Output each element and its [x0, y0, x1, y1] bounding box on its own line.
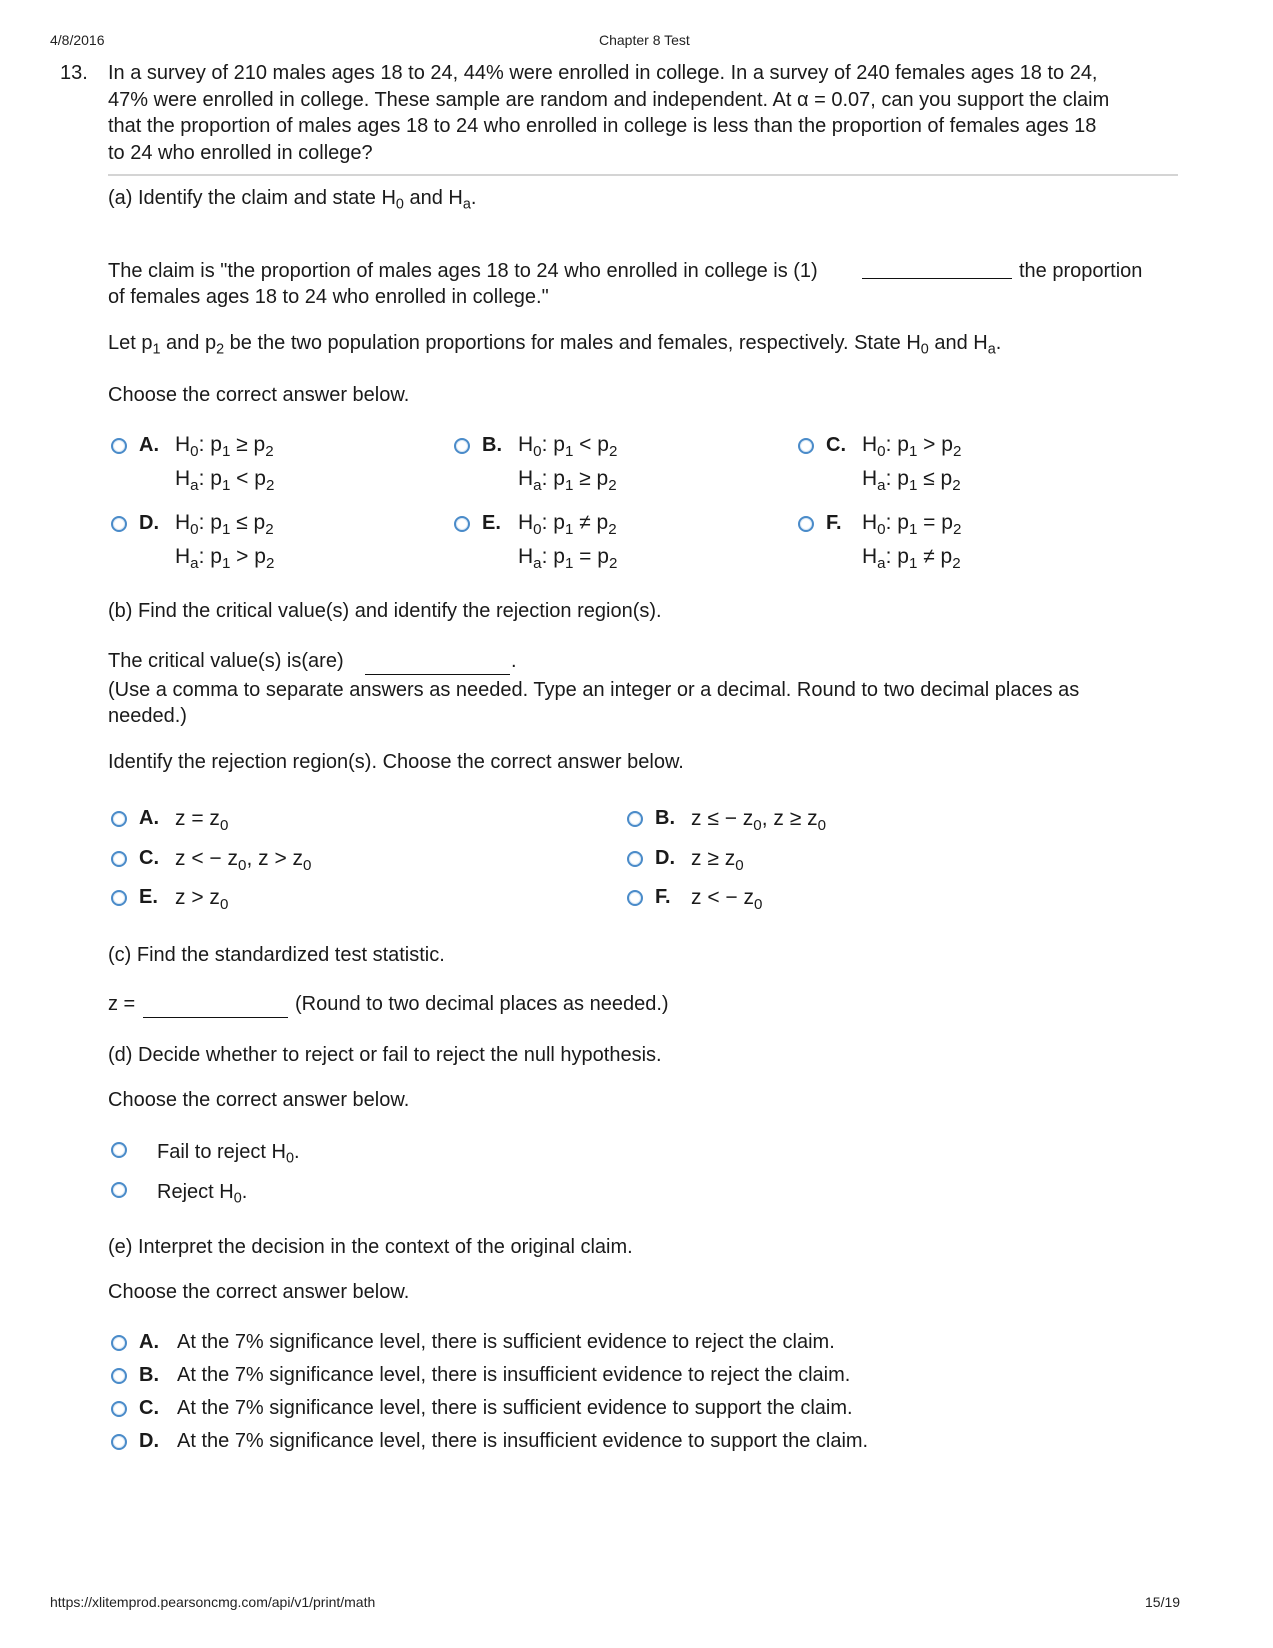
question-line: 47% were enrolled in college. These sample are random and independent. At α = 0.07, can you support the claim — [108, 88, 1110, 111]
hypothesis-option-radio[interactable] — [454, 516, 470, 532]
hyp-p: p — [553, 545, 565, 568]
hypothesis-pair — [518, 428, 617, 496]
hyp-sub: a — [533, 476, 542, 494]
hyp-sub: a — [190, 476, 199, 494]
region-option-radio[interactable] — [627, 811, 643, 827]
option-letter: D. — [139, 1430, 159, 1452]
z-subscript: 0 — [753, 816, 762, 834]
option-letter: D. — [139, 512, 159, 534]
region-option-radio[interactable] — [111, 851, 127, 867]
hyp-p: p — [254, 467, 266, 490]
option-letter: D. — [655, 847, 675, 869]
option-letter: C. — [826, 434, 846, 456]
hyp-sub: 0 — [533, 442, 542, 460]
option-letter: E. — [139, 886, 158, 908]
option-letter: C. — [139, 1397, 159, 1419]
hyp-p: p — [210, 545, 222, 568]
hyp-operator: ≠ — [917, 545, 941, 568]
part-e-choose: Choose the correct answer below. — [108, 1281, 410, 1303]
question-text — [108, 60, 1168, 166]
hypothesis-option-radio[interactable] — [798, 438, 814, 454]
hyp-sub: 1 — [221, 520, 231, 538]
z-subscript: 0 — [735, 856, 744, 874]
hyp-p: p — [210, 511, 222, 534]
hyp-h: H — [175, 545, 191, 568]
hyp-sub: 1 — [908, 520, 918, 538]
hyp-h: H — [862, 511, 878, 534]
region-expression — [175, 885, 228, 911]
null-hypothesis — [862, 428, 961, 462]
hyp-sub: 0 — [877, 442, 886, 460]
alternative-hypothesis — [518, 540, 617, 574]
z-expression: , z ≥ z — [761, 807, 818, 830]
hyp-sub: 2 — [608, 520, 617, 538]
option-letter: F. — [826, 512, 842, 534]
hyp-h: H — [862, 467, 878, 490]
option-letter: B. — [655, 807, 675, 829]
region-expression — [691, 806, 826, 832]
z-subscript: 0 — [754, 895, 763, 913]
hyp-p: p — [597, 545, 609, 568]
hyp-colon: : — [541, 433, 554, 456]
alternative-hypothesis — [862, 540, 961, 574]
hyp-h: H — [862, 433, 878, 456]
hypothesis-option-radio[interactable] — [454, 438, 470, 454]
hypothesis-pair — [518, 506, 617, 574]
hypothesis-pair — [862, 428, 961, 496]
hyp-sub: 2 — [608, 476, 617, 494]
hyp-p: p — [897, 467, 909, 490]
divider — [108, 174, 1178, 176]
hyp-operator: > — [230, 545, 255, 568]
hypothesis-option-radio[interactable] — [798, 516, 814, 532]
hyp-sub: 1 — [908, 476, 918, 494]
option-letter: F. — [655, 886, 671, 908]
part-a-choose: Choose the correct answer below. — [108, 384, 410, 406]
null-hypothesis — [862, 506, 961, 540]
alternative-hypothesis — [175, 540, 274, 574]
z-expression: z > z — [175, 886, 220, 909]
hyp-sub: 0 — [190, 520, 199, 538]
hyp-p: p — [253, 433, 266, 456]
z-label: z = — [108, 993, 136, 1015]
fail-to-reject-label: Fail to reject $H_0$. — [157, 1141, 300, 1167]
hyp-operator: ≤ — [230, 511, 254, 534]
page-number: 15/19 — [1145, 1594, 1181, 1610]
critical-value-input[interactable] — [365, 674, 510, 675]
hyp-sub: 2 — [952, 520, 962, 538]
z-subscript: 0 — [238, 856, 247, 874]
hyp-colon: : — [885, 467, 898, 490]
hyp-p: p — [940, 467, 953, 490]
let-statement: Let $p_1$ and $p_2$ be the two population proportions for males and females, respectively. State $H_0$ and $H_a$. — [108, 332, 1002, 358]
region-expression — [175, 806, 228, 832]
hyp-sub: 0 — [533, 520, 542, 538]
z-subscript: 0 — [817, 816, 826, 834]
hypothesis-pair — [862, 506, 961, 574]
option-letter: B. — [482, 434, 502, 456]
null-hypothesis — [518, 506, 617, 540]
part-c-heading: (c) Find the standardized test statistic. — [108, 944, 445, 966]
hyp-p: p — [596, 511, 609, 534]
question-line: that the proportion of males ages 18 to 24 who enrolled in college is less than the proportion of females ages 18 — [108, 115, 1097, 137]
hyp-sub: 2 — [265, 442, 274, 460]
hyp-operator: ≥ — [573, 467, 597, 490]
interpretation-radio[interactable] — [111, 1401, 127, 1417]
interpretation-text: At the 7% significance level, there is sufficient evidence to support the claim. — [177, 1397, 853, 1419]
option-letter: A. — [139, 434, 159, 456]
hyp-sub: 1 — [564, 554, 574, 572]
hyp-p: p — [254, 545, 266, 568]
interpretation-text: At the 7% significance level, there is insufficient evidence to support the claim. — [177, 1430, 869, 1452]
region-option-radio[interactable] — [627, 851, 643, 867]
alternative-hypothesis — [862, 462, 961, 496]
claim-text: The claim is "the proportion of males ages 18 to 24 who enrolled in college is (1) — [108, 260, 818, 282]
hyp-sub: 1 — [564, 442, 574, 460]
fail-to-reject-radio[interactable] — [111, 1142, 127, 1158]
alternative-hypothesis — [175, 462, 274, 496]
hyp-p: p — [941, 433, 953, 456]
hyp-p: p — [210, 433, 222, 456]
interpretation-radio[interactable] — [111, 1434, 127, 1450]
question-number: 13. — [60, 62, 88, 84]
z-expression: z < − z — [691, 886, 755, 909]
hyp-sub: 0 — [190, 442, 199, 460]
hyp-sub: a — [533, 554, 542, 572]
part-a-heading: (a) Identify the claim and state $H_0$ and $H_a$. — [108, 187, 477, 213]
hyp-sub: 1 — [221, 442, 231, 460]
z-expression: z ≤ − z — [691, 807, 754, 830]
print-date: 4/8/2016 — [50, 32, 105, 48]
hyp-p: p — [897, 433, 909, 456]
z-subscript: 0 — [303, 856, 312, 874]
footer-url: https://xlitemprod.pearsoncmg.com/api/v1/print/math — [50, 1594, 376, 1610]
hyp-p: p — [553, 467, 565, 490]
claim-blank-1[interactable] — [862, 278, 1012, 279]
hyp-operator: ≤ — [917, 467, 941, 490]
option-letter: E. — [482, 512, 501, 534]
hyp-sub: 2 — [608, 554, 618, 572]
z-expression: z ≥ z — [691, 847, 736, 870]
region-option-radio[interactable] — [627, 890, 643, 906]
reject-label: Reject $H_0$. — [157, 1181, 248, 1207]
hyp-sub: a — [877, 554, 886, 572]
rejection-region-prompt: Identify the rejection region(s). Choose the correct answer below. — [108, 751, 684, 773]
interpretation-text: At the 7% significance level, there is insufficient evidence to reject the claim. — [177, 1364, 851, 1386]
question-line: to 24 who enrolled in college? — [108, 141, 373, 164]
hyp-p: p — [210, 467, 222, 490]
hyp-h: H — [175, 433, 191, 456]
hyp-sub: 2 — [608, 442, 618, 460]
hyp-h: H — [518, 467, 534, 490]
claim-text-end: the proportion — [1019, 260, 1143, 282]
hyp-sub: 1 — [908, 442, 918, 460]
hyp-sub: 1 — [564, 520, 574, 538]
test-statistic-input[interactable] — [143, 1017, 288, 1018]
hyp-p: p — [897, 511, 909, 534]
hyp-operator: < — [230, 467, 255, 490]
hyp-sub: 2 — [952, 476, 961, 494]
hypothesis-pair — [175, 506, 274, 574]
hyp-colon: : — [885, 545, 898, 568]
hyp-h: H — [175, 511, 191, 534]
part-d-heading: (d) Decide whether to reject or fail to reject the null hypothesis. — [108, 1044, 662, 1066]
region-option-radio[interactable] — [111, 890, 127, 906]
option-letter: C. — [139, 847, 159, 869]
page-title: Chapter 8 Test — [599, 32, 690, 48]
z-subscript: 0 — [219, 895, 229, 913]
hyp-sub: 1 — [564, 476, 574, 494]
hyp-colon: : — [541, 511, 554, 534]
hyp-sub: 2 — [265, 476, 275, 494]
hyp-colon: : — [198, 467, 211, 490]
hyp-p: p — [253, 511, 266, 534]
claim-text-line2: of females ages 18 to 24 who enrolled in college." — [108, 286, 549, 308]
hyp-h: H — [175, 467, 191, 490]
hyp-sub: 2 — [265, 554, 275, 572]
region-option-radio[interactable] — [111, 811, 127, 827]
hyp-p: p — [553, 433, 565, 456]
z-expression: z < − z — [175, 847, 239, 870]
hyp-sub: 1 — [221, 554, 231, 572]
hyp-sub: a — [190, 554, 199, 572]
hypothesis-option-radio[interactable] — [111, 438, 127, 454]
z-subscript: 0 — [219, 816, 229, 834]
hyp-p: p — [897, 545, 909, 568]
interpretation-radio[interactable] — [111, 1368, 127, 1384]
critical-instructions-2: needed.) — [108, 705, 187, 727]
hyp-sub: 2 — [952, 442, 962, 460]
hypothesis-option-radio[interactable] — [111, 516, 127, 532]
hyp-colon: : — [885, 433, 898, 456]
hyp-operator: > — [917, 433, 942, 456]
hyp-operator: = — [573, 545, 598, 568]
critical-instructions: (Use a comma to separate answers as needed. Type an integer or a decimal. Round to two decimal places as — [108, 679, 1080, 701]
hyp-sub: 2 — [265, 520, 274, 538]
hypothesis-pair — [175, 428, 274, 496]
z-expression: , z > z — [246, 847, 304, 870]
option-letter: A. — [139, 807, 159, 829]
hyp-operator: ≠ — [573, 511, 597, 534]
hyp-h: H — [518, 511, 534, 534]
region-expression — [691, 846, 744, 872]
hyp-p: p — [553, 511, 565, 534]
interpretation-text: At the 7% significance level, there is sufficient evidence to reject the claim. — [177, 1331, 835, 1353]
part-b-heading: (b) Find the critical value(s) and identify the rejection region(s). — [108, 600, 662, 622]
part-e-heading: (e) Interpret the decision in the context of the original claim. — [108, 1236, 633, 1258]
hyp-p: p — [940, 545, 953, 568]
null-hypothesis — [518, 428, 617, 462]
interpretation-radio[interactable] — [111, 1335, 127, 1351]
hyp-h: H — [862, 545, 878, 568]
hyp-operator: = — [917, 511, 942, 534]
hyp-sub: 1 — [908, 554, 918, 572]
hyp-sub: 2 — [952, 554, 961, 572]
hyp-p: p — [941, 511, 953, 534]
region-expression — [691, 885, 762, 911]
hyp-operator: ≥ — [230, 433, 254, 456]
hyp-colon: : — [885, 511, 898, 534]
hyp-colon: : — [198, 511, 211, 534]
option-letter: B. — [139, 1364, 159, 1386]
null-hypothesis — [175, 506, 274, 540]
critical-value-label: The critical value(s) is(are) — [108, 650, 344, 672]
hyp-colon: : — [541, 467, 554, 490]
hyp-operator: < — [573, 433, 598, 456]
option-letter: A. — [139, 1331, 159, 1353]
part-d-choose: Choose the correct answer below. — [108, 1089, 410, 1111]
hyp-p: p — [596, 467, 609, 490]
critical-value-period: . — [511, 650, 517, 672]
hyp-sub: 1 — [221, 476, 231, 494]
null-hypothesis — [175, 428, 274, 462]
hyp-h: H — [518, 433, 534, 456]
alternative-hypothesis — [518, 462, 617, 496]
hyp-colon: : — [198, 545, 211, 568]
hyp-colon: : — [198, 433, 211, 456]
z-expression: z = z — [175, 807, 220, 830]
hyp-sub: a — [877, 476, 886, 494]
hyp-colon: : — [541, 545, 554, 568]
question-line: In a survey of 210 males ages 18 to 24, 44% were enrolled in college. In a survey of 240 females ages 18 to 24, — [108, 62, 1098, 84]
region-expression — [175, 846, 311, 872]
hyp-h: H — [518, 545, 534, 568]
rounding-note: (Round to two decimal places as needed.) — [295, 993, 669, 1015]
reject-radio[interactable] — [111, 1182, 127, 1198]
hyp-sub: 0 — [877, 520, 886, 538]
hyp-p: p — [597, 433, 609, 456]
